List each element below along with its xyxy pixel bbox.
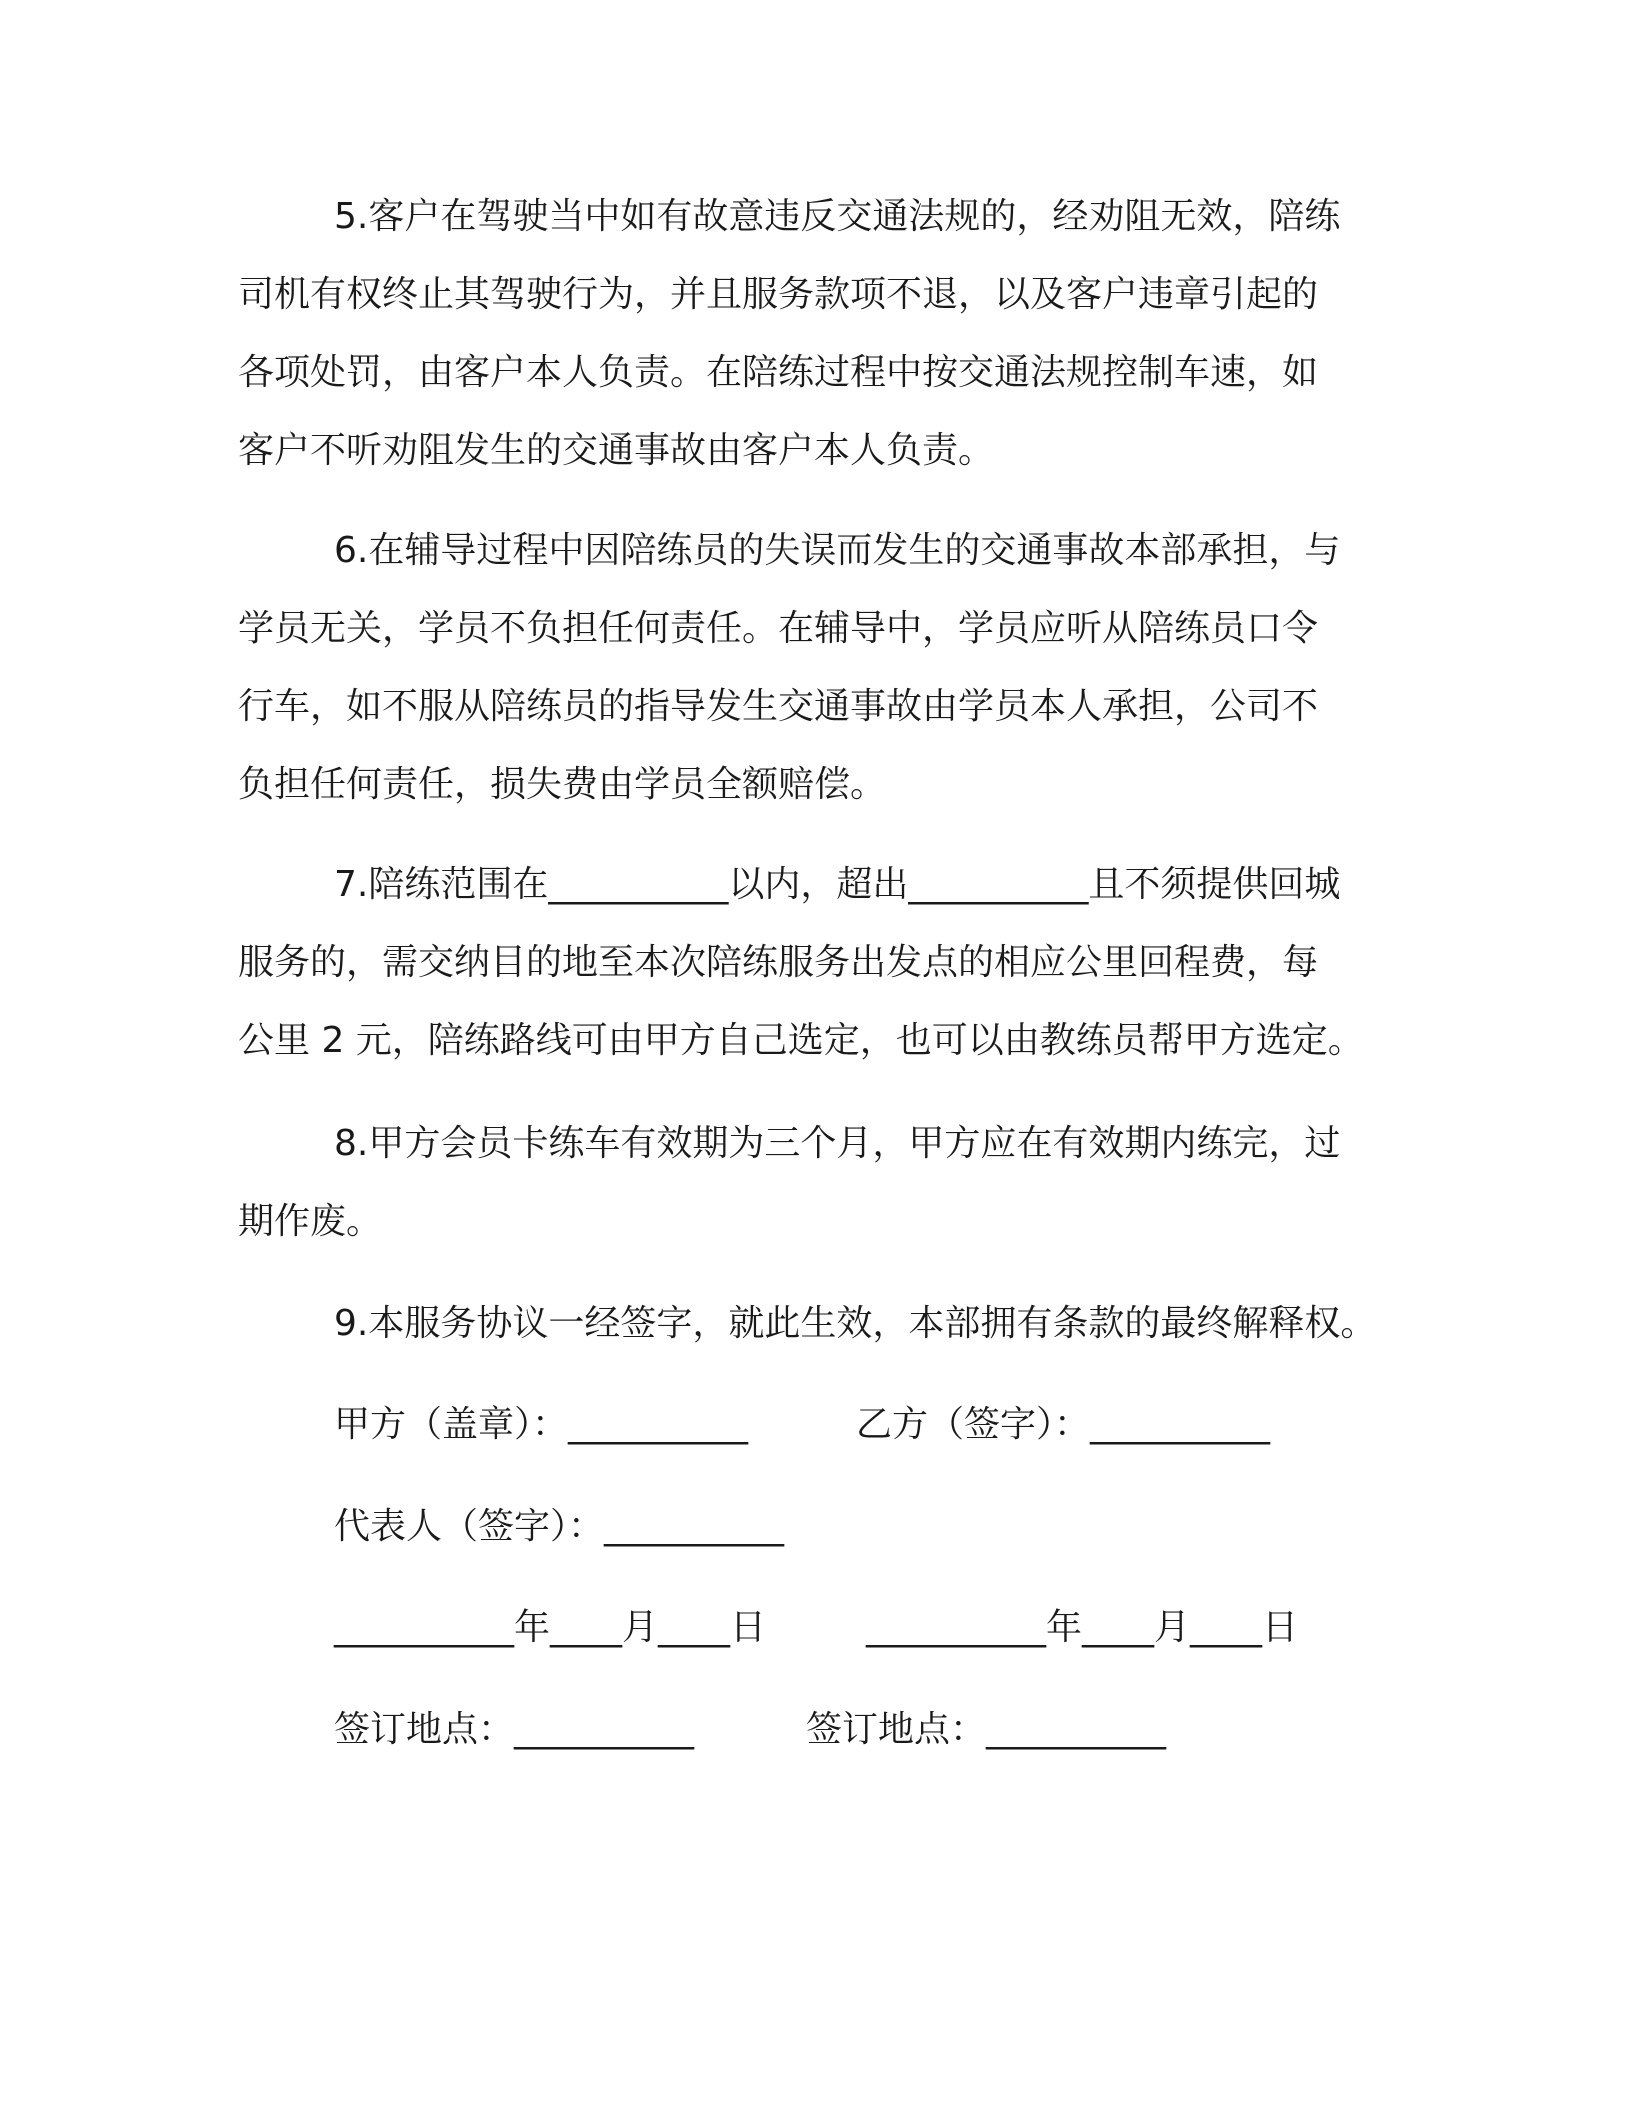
clause-6-line-1: 6.在辅导过程中因陪练员的失误而发生的交通事故本部承担，与	[334, 530, 1341, 571]
clause-8-line-1: 8.甲方会员卡练车有效期为三个月，甲方应在有效期内练完，过	[334, 1123, 1341, 1164]
clause-9	[238, 1285, 1398, 1363]
clause-6-line-4: 负担任何责任，损失费由学员全额赔偿。	[238, 764, 887, 805]
clause-8-line-2: 期作废。	[238, 1201, 383, 1242]
clause-5-line-2: 司机有权终止其驾驶行为，并且服务款项不退，以及客户违章引起的	[238, 274, 1319, 315]
clause-5-line-3: 各项处罚，由客户本人负责。在陪练过程中按交通法规控制车速，如	[238, 352, 1319, 393]
clause-9-line-1: 9.本服务协议一经签字，就此生效，本部拥有条款的最终解释权。	[334, 1303, 1377, 1344]
representative-signature-field: 代表人（签字）：__________	[334, 1506, 785, 1547]
date-field-party-a: __________年____月____日	[334, 1607, 766, 1648]
signing-place-field-a: 签订地点：__________	[334, 1709, 695, 1750]
clause-7-line-3: 公里 2 元，陪练路线可由甲方自己选定，也可以由教练员帮甲方选定。	[238, 1020, 1364, 1061]
clause-8	[238, 1105, 1398, 1261]
party-a-seal-field: 甲方（盖章）：__________	[334, 1404, 749, 1445]
clause-5-line-4: 客户不听劝阻发生的交通事故由客户本人负责。	[238, 430, 995, 471]
clause-7	[238, 846, 1398, 1080]
party-b-signature-field: 乙方（签字）：__________	[856, 1404, 1271, 1445]
signing-place-field-b: 签订地点：__________	[806, 1709, 1167, 1750]
clause-6-line-3: 行车，如不服从陪练员的指导发生交通事故由学员本人承担，公司不	[238, 686, 1319, 727]
clause-5	[238, 178, 1398, 490]
clause-6-line-2: 学员无关，学员不负担任何责任。在辅导中，学员应听从陪练员口令	[238, 608, 1319, 649]
clause-5-line-1: 5.客户在驾驶当中如有故意违反交通法规的，经劝阻无效，陪练	[334, 196, 1341, 237]
clause-6	[238, 512, 1398, 824]
date-field-party-b: __________年____月____日	[866, 1607, 1298, 1648]
clause-7-line-2: 服务的，需交纳目的地至本次陪练服务出发点的相应公里回程费，每	[238, 942, 1319, 983]
clause-7-line-1: 7.陪练范围在__________以内，超出__________且不须提供回城	[334, 864, 1341, 905]
